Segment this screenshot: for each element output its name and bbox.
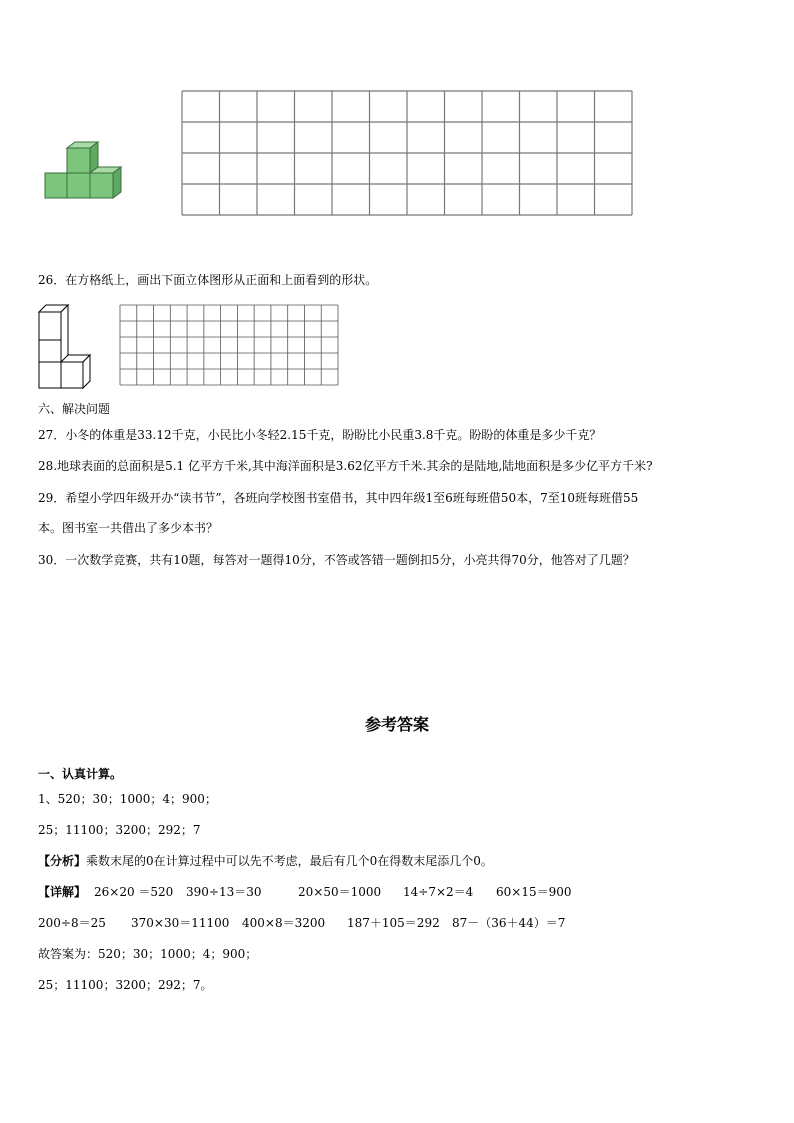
question-29-line1: 29．希望小学四年级开办“读书节”，各班向学校图书室借书，其中四年级1至6班每班借50本，7至10班每班借55 bbox=[38, 491, 639, 505]
grid-q26 bbox=[119, 303, 341, 387]
detail-item: 14÷7×2＝4 bbox=[403, 885, 474, 899]
answers-title: 参考答案 bbox=[364, 715, 429, 734]
cube-figure-q25 bbox=[40, 140, 130, 202]
answer-line-1: 1、520；30；1000；4；900； bbox=[38, 792, 217, 806]
analysis-text: 乘数末尾的0在计算过程中可以先不考虑，最后有几个0在得数末尾添几个0。 bbox=[86, 854, 493, 868]
detail-item: 200÷8＝25 bbox=[38, 916, 106, 930]
section-6-heading: 六、解决问题 bbox=[38, 402, 111, 416]
question-27: 27．小冬的体重是33.12千克，小民比小冬轻2.15千克，盼盼比小民重3.8千克。盼盼的体重是多少千克？ bbox=[38, 428, 602, 442]
detail-item: 87－（36＋44）＝7 bbox=[452, 916, 566, 930]
analysis-tag: 【分析】 bbox=[38, 854, 87, 868]
grid-q25 bbox=[181, 90, 635, 218]
detail-item: 370×30＝11100 bbox=[131, 916, 230, 930]
answers-section1-heading: 一、认真计算。 bbox=[38, 767, 123, 781]
answer-line-2: 25；11100；3200；292；7 bbox=[38, 823, 201, 837]
question-28: 28.地球表面的总面积是5.1 亿平方千米,其中海洋面积是3.62亿平方千米.其余的是陆地,陆地面积是多少亿平方千米? bbox=[38, 459, 653, 473]
question-26: 26．在方格纸上，画出下面立体图形从正面和上面看到的形状。 bbox=[38, 273, 378, 287]
detail-item: 400×8＝3200 bbox=[242, 916, 326, 930]
detail-line-1 bbox=[38, 884, 572, 900]
conclusion-line-1: 故答案为：520；30；1000；4；900； bbox=[38, 947, 258, 961]
question-30: 30．一次数学竞赛，共有10题，每答对一题得10分，不答或答错一题倒扣5分，小亮共得70分，他答对了几题？ bbox=[38, 553, 635, 567]
detail-tag: 【详解】 bbox=[38, 885, 87, 899]
analysis-line bbox=[38, 853, 493, 869]
question-29-line2: 本。图书室一共借出了多少本书？ bbox=[38, 521, 219, 535]
detail-item: 26×20 ＝520 bbox=[94, 885, 174, 899]
detail-item: 60×15＝900 bbox=[496, 885, 572, 899]
detail-item: 390÷13＝30 bbox=[186, 885, 262, 899]
detail-item: 20×50＝1000 bbox=[298, 885, 382, 899]
detail-item: 187＋105＝292 bbox=[347, 916, 440, 930]
conclusion-line-2: 25；11100；3200；292；7。 bbox=[38, 978, 213, 992]
cube-figure-q26 bbox=[36, 303, 92, 391]
